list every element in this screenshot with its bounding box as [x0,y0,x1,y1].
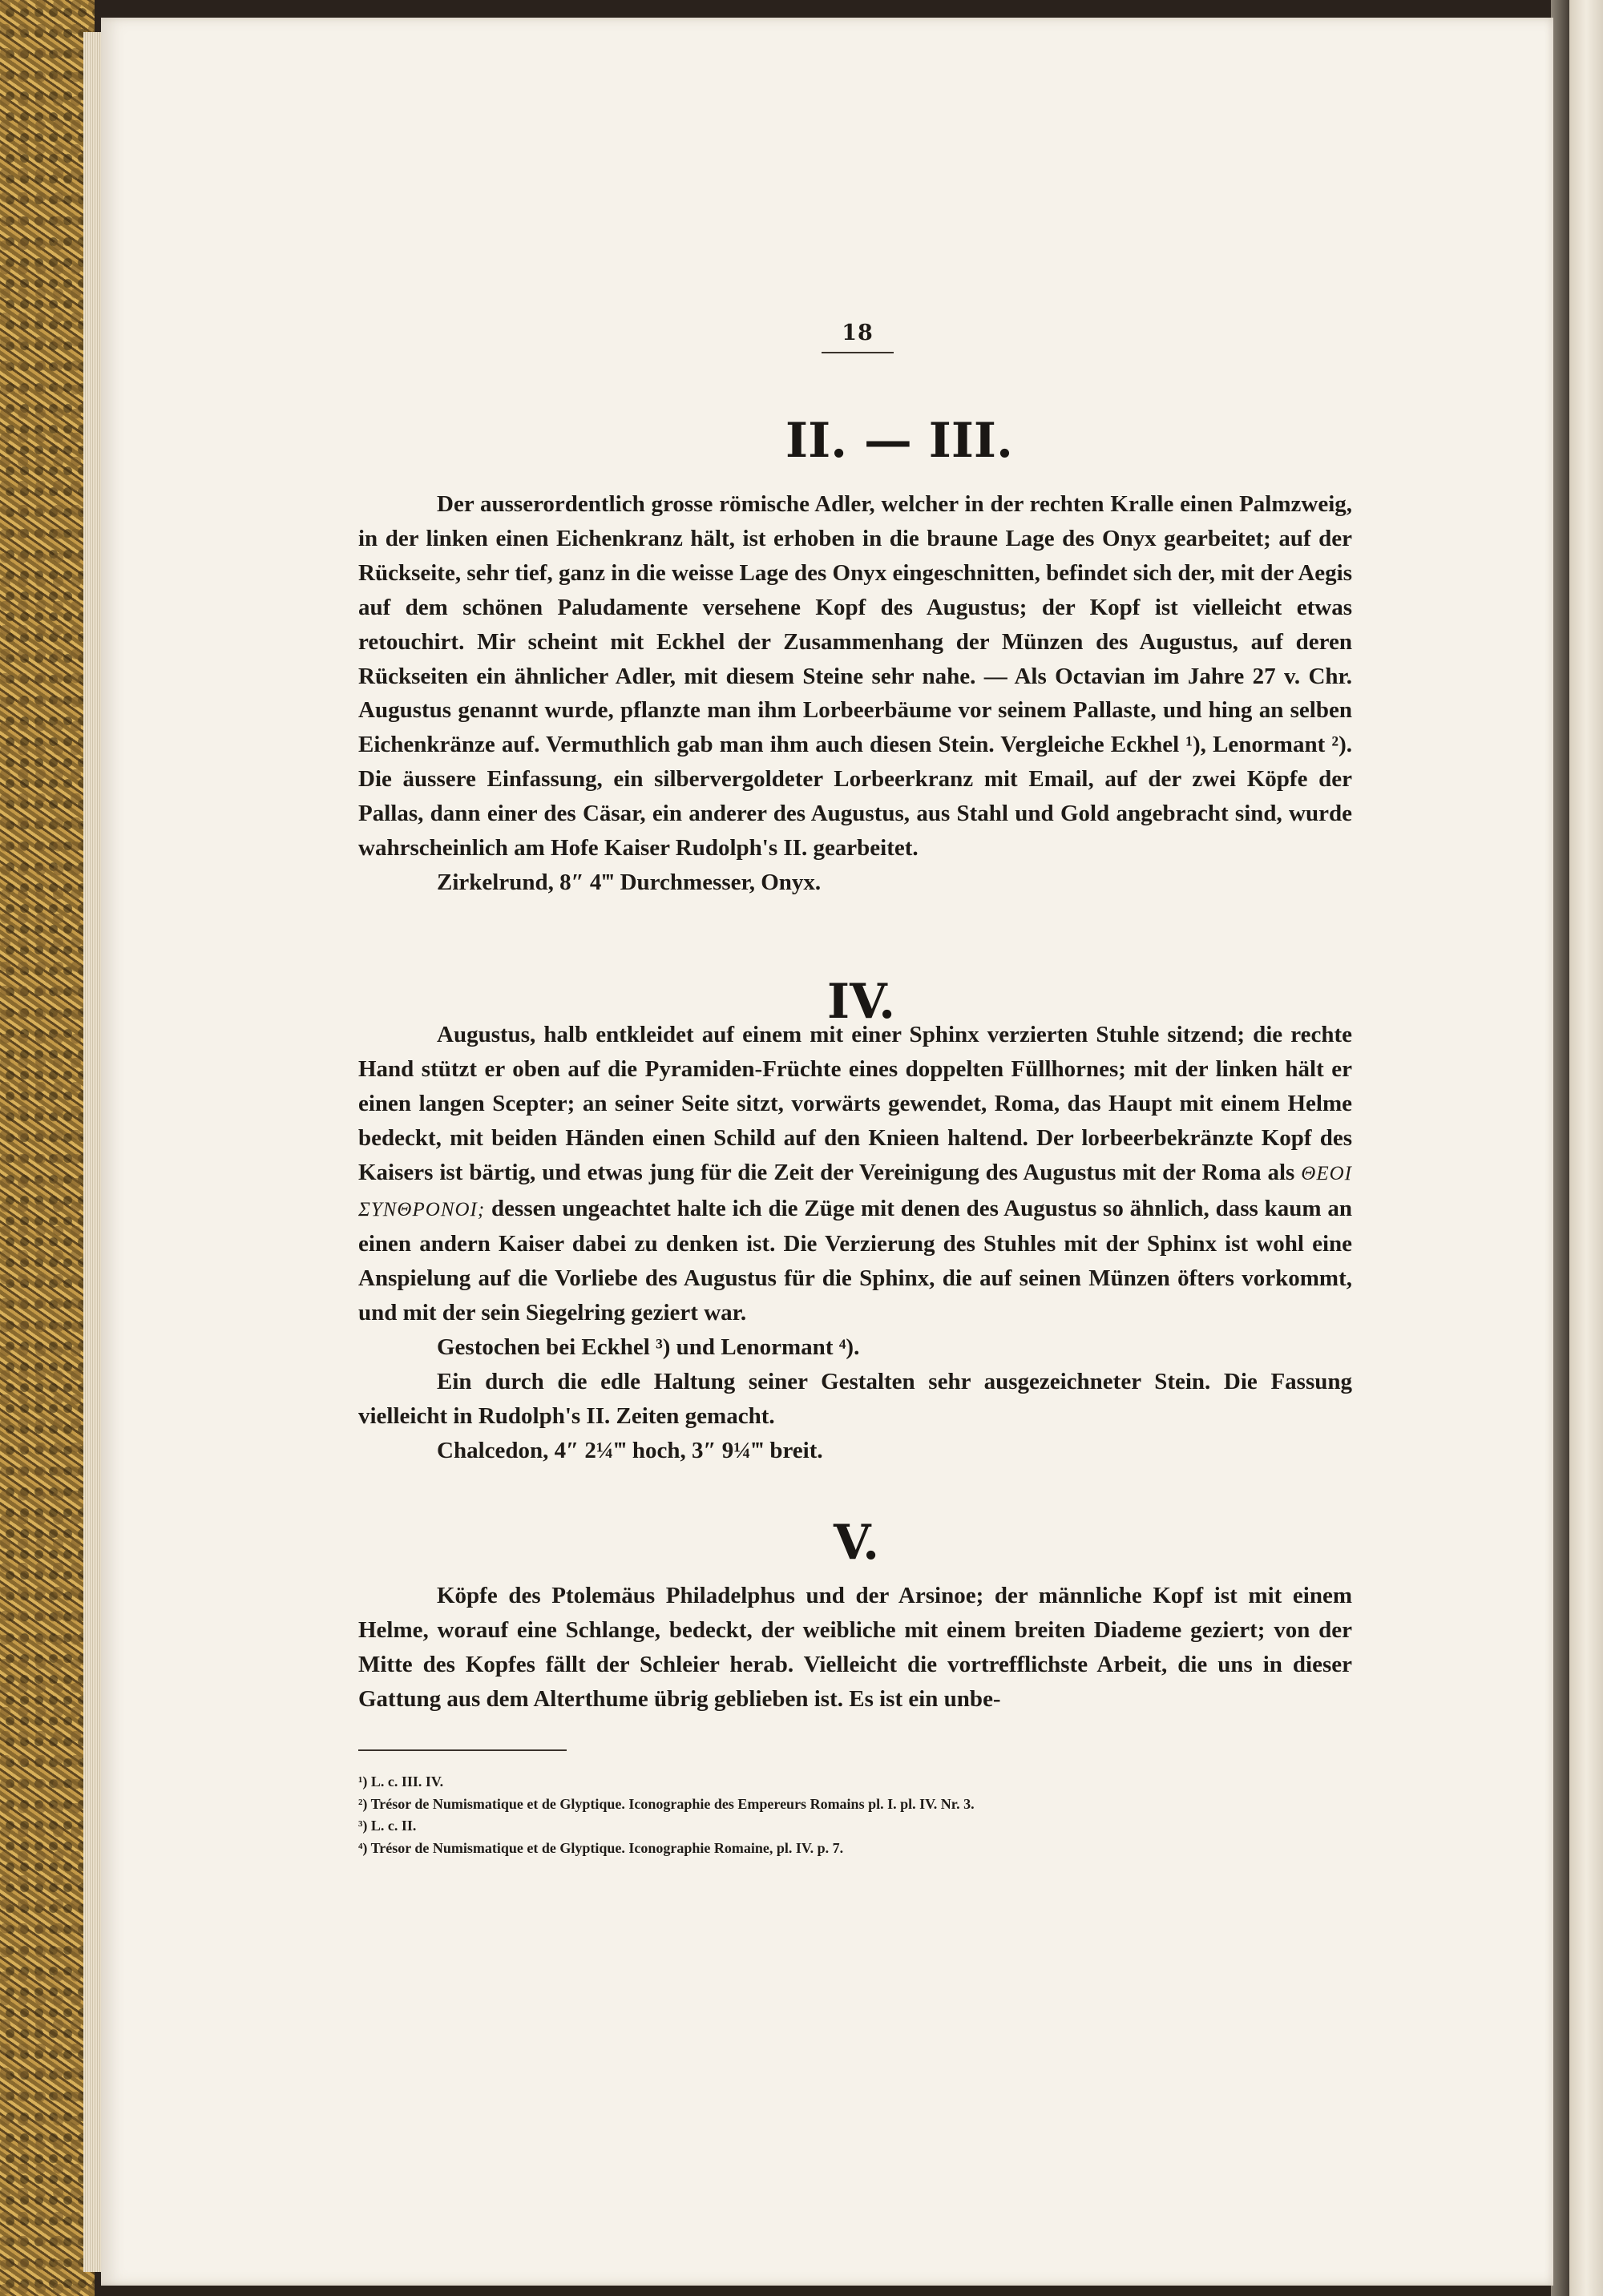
footnotes [358,1771,1320,1859]
paragraph-text: dessen ungeachtet halte ich die Züge mit denen des Augustus so ähnlich, dass kaum an einen andern Kaiser dabei zu denken ist. Die Verzierung des Stuhles mit der Sphinx ist wohl eine Anspielung auf die Vorliebe des Augustus für die Sphinx, die auf seinen Münzen öfters vorkommt, und mit der sein Siegelring geziert war. [358,1195,1353,1326]
paragraph: Der ausserordentlich grosse römische Adler, welcher in der rechten Kralle einen Palmzweig, in der linken einen Eichenkranz hält, ist erhoben in die braune Lage des Onyx gearbeitet; auf der Rückseite, sehr tief, ganz in die weisse Lage des Onyx eingeschnitten, befindet sich der, mit der Aegis auf dem schönen Paludamente versehene Kopf des Augustus; der Kopf ist vielleicht etwas retouchirt. Mir scheint mit Eckhel der Zusammenhang der Münzen des Augustus, auf deren Rückseiten ein ähnlicher Adler, mit diesem Steine sehr nahe. — Als Octavian im Jahre 27 v. Chr. Augustus genannt wurde, pflanzte man ihm Lorbeerbäume vor seinem Pallaste, und hing an selben Eichenkränze auf. Vermuthlich gab man ihm auch diesen Stein. Vergleiche Eckhel ¹), Lenormant ²). Die äussere Einfassung, ein silbervergoldeter Lorbeerkranz mit Email, auf der zwei Köpfe der Pallas, dann einer des Cäsar, ein anderer des Augustus, aus Stahl und Gold angebracht sind, wurde wahrscheinlich am Hofe Kaiser Rudolph's II. gearbeitet. [358,491,1352,862]
section-heading-v: V. [834,1515,879,1571]
section-ii-iii-body [358,487,1352,900]
paragraph [358,1018,1352,1330]
footnote: ¹) L. c. III. IV. [358,1773,444,1790]
section-iv-body [358,1018,1352,1468]
page-number: 18 [822,321,894,353]
marbled-cover [0,0,95,2296]
footnote: ³) L. c. II. [358,1818,417,1834]
footnote: ²) Trésor de Numismatique et de Glyptique. Iconographie des Empereurs Romains pl. I. pl. IV. Nr. 3. [358,1795,975,1812]
paragraph: Ein durch die edle Haltung seiner Gestalten sehr ausgezeichneter Stein. Die Fassung vielleicht in Rudolph's II. Zeiten gemacht. [358,1369,1352,1429]
paragraph: Chalcedon, 4″ 2¼‴ hoch, 3″ 9¼‴ breit. [437,1437,823,1463]
greek-inscription: ΘΕΟΙ ΣΥΝΘΡΟΝΟΙ; [358,1162,1353,1221]
section-heading-ii-iii: II. — III. [785,413,1013,469]
paragraph: Zirkelrund, 8″ 4‴ Durchmesser, Onyx. [437,869,822,895]
facing-page-edge [1569,0,1603,2296]
section-heading-iv: IV. [827,974,896,1030]
footnote-rule [358,1749,567,1751]
paragraph: Gestochen bei Eckhel ³) und Lenormant ⁴). [437,1334,860,1361]
footnote: ⁴) Trésor de Numismatique et de Glyptique. Iconographie Romaine, pl. IV. p. 7. [358,1839,844,1856]
paragraph: Köpfe des Ptolemäus Philadelphus und der Arsinoe; der männliche Kopf ist mit einem Helme, worauf eine Schlange, bedeckt, der weibliche mit einem breiten Diademe geziert; von der Mitte des Kopfes fällt der Schleier herab. Vielleicht die vortrefflichste Arbeit, die uns in dieser Gattung aus dem Alterthume übrig geblieben ist. Es ist ein unbe- [358,1583,1352,1712]
section-v-body [358,1579,1352,1717]
paragraph-text: Augustus, halb entkleidet auf einem mit einer Sphinx verzierten Stuhle sitzend; die rechte Hand stützt er oben auf die Pyramiden-Früchte eines doppelten Füllhornes; mit der linken hält er einen langen Scepter; an seiner Seite sitzt, vorwärts gewendet, Roma, das Haupt mit einem Helme bedeckt, mit beiden Händen einen Schild auf den Knieen haltend. Der lorbeerbekränzte Kopf des Kaisers ist bärtig, und etwas jung für die Zeit der Vereinigung des Augustus mit der Roma als [358,1022,1352,1185]
